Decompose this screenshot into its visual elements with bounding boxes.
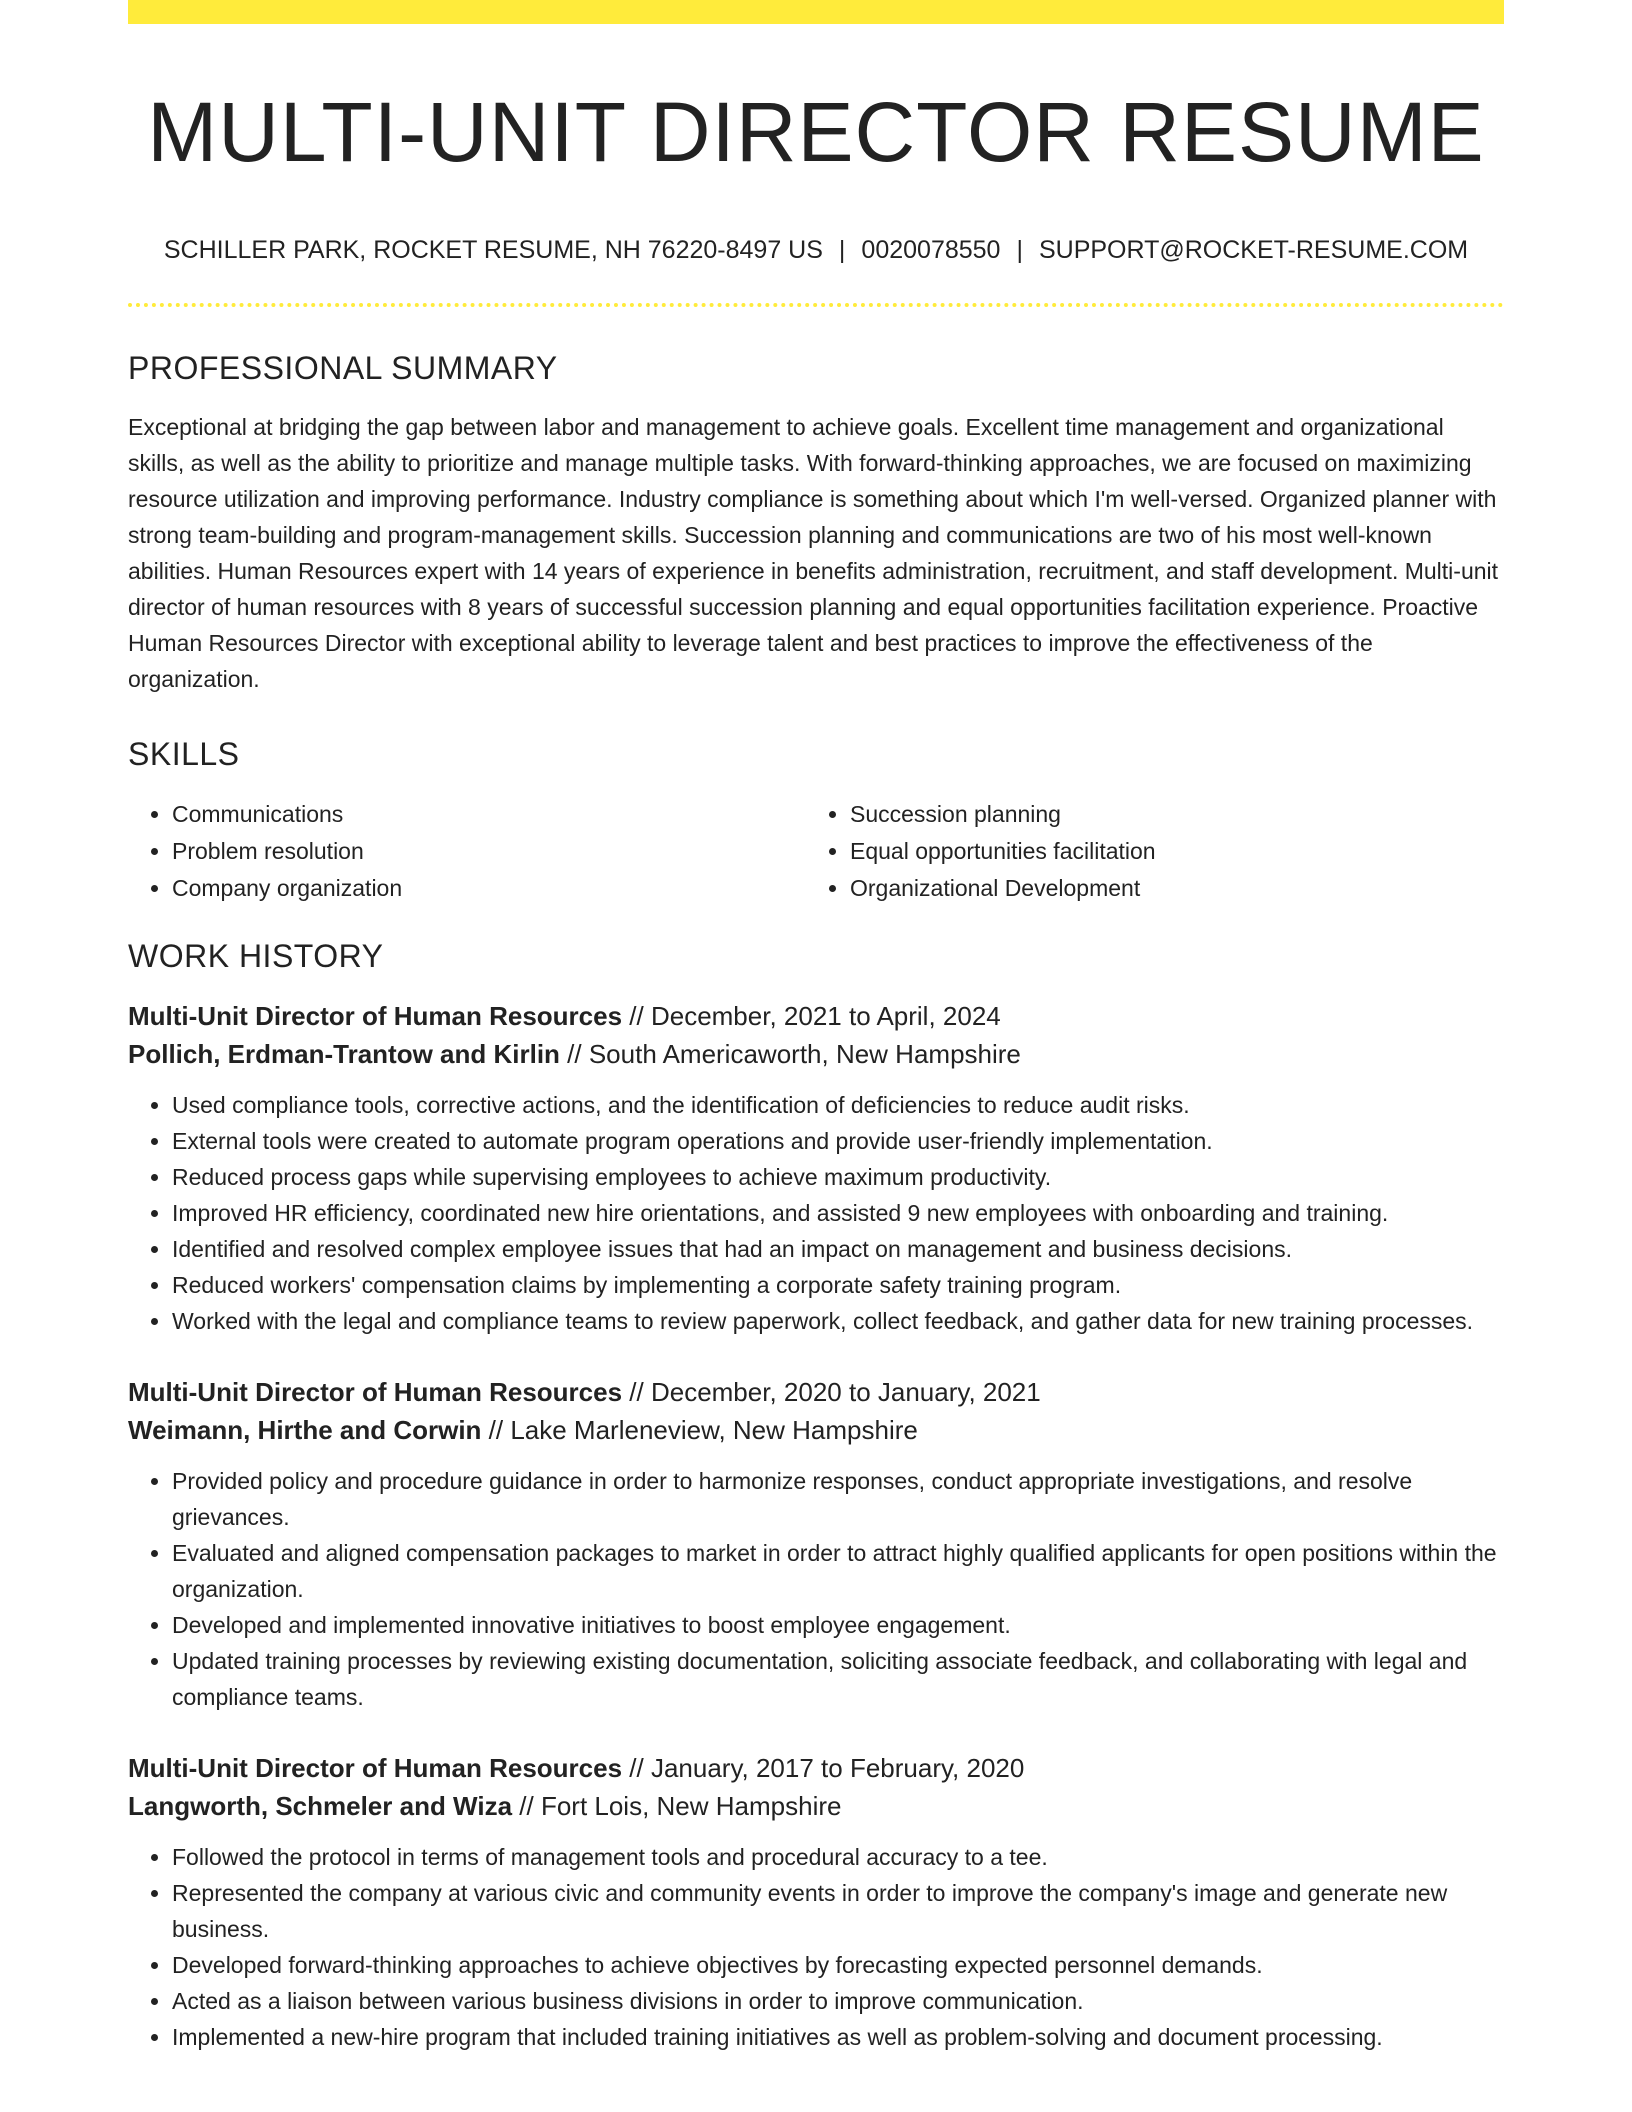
contact-address: SCHILLER PARK, ROCKET RESUME, NH 76220-8497 US: [163, 235, 823, 264]
dotted-divider: [128, 303, 1504, 307]
job-bullet: • Developed and implemented innovative initiatives to boost employee engagement.: [172, 1607, 1504, 1643]
job-location: // Lake Marleneview, New Hampshire: [481, 1414, 918, 1445]
job-bullet: • Reduced workers' compensation claims by implementing a corporate safety training program.: [172, 1267, 1504, 1303]
job-bullet: • Updated training processes by reviewing existing documentation, soliciting associate feedback, and collaborating with legal and compliance teams.: [172, 1643, 1504, 1715]
contact-phone: 0020078550: [861, 235, 1001, 264]
job-role: Multi-Unit Director of Human Resources: [128, 1752, 623, 1783]
job-bullet: • Implemented a new-hire program that included training initiatives as well as problem-solving and document processing.: [172, 2019, 1504, 2055]
skills-column-left: [128, 796, 806, 907]
job-location: // Fort Lois, New Hampshire: [512, 1790, 842, 1821]
job-dates: // December, 2020 to January, 2021: [622, 1376, 1041, 1407]
skill-item: • Succession planning: [850, 796, 1484, 833]
job-bullet: • Provided policy and procedure guidance in order to harmonize responses, conduct appropriate investigations, and resolve grievances.: [172, 1463, 1504, 1535]
contact-separator: |: [1016, 235, 1023, 264]
job-bullet: • External tools were created to automate program operations and provide user-friendly implementation.: [172, 1123, 1504, 1159]
job-company: Pollich, Erdman-Trantow and Kirlin: [128, 1038, 560, 1069]
skill-item: • Organizational Development: [850, 870, 1484, 907]
job-bullets: [128, 1839, 1504, 2055]
skills-list: [128, 796, 1504, 907]
skills-heading: SKILLS: [128, 736, 240, 773]
job-bullet: • Followed the protocol in terms of management tools and procedural accuracy to a tee.: [172, 1839, 1504, 1875]
job-dates: // January, 2017 to February, 2020: [622, 1752, 1025, 1783]
summary-heading: PROFESSIONAL SUMMARY: [128, 349, 558, 386]
job-company: Langworth, Schmeler and Wiza: [128, 1790, 513, 1821]
job-company-line: [128, 1035, 1504, 1073]
resume-page: [128, 0, 1504, 2055]
skill-item: • Communications: [172, 796, 806, 833]
job-bullet: • Evaluated and aligned compensation packages to market in order to attract highly qualified applicants for open positions within the organization.: [172, 1535, 1504, 1607]
skill-item: • Company organization: [172, 870, 806, 907]
job-location: // South Americaworth, New Hampshire: [559, 1038, 1021, 1069]
job-company-line: [128, 1411, 1504, 1449]
skills-column-right: [806, 796, 1484, 907]
job-bullets: [128, 1087, 1504, 1339]
summary-text: Exceptional at bridging the gap between labor and management to achieve goals. Excellent time management and organizational skills, as well as the ability to prioritize and manage multiple tasks. With forward-thinking approaches, we are focused on maximizing resource utilization and improving performance. Industry compliance is something about which I'm well-versed. Organized planner with strong team-building and program-management skills. Succession planning and communications are two of his most well-known abilities. Human Resources expert with 14 years of experience in benefits administration, recruitment, and staff development. Multi-unit director of human resources with 8 years of successful succession planning and equal opportunities facilitation experience. Proactive Human Resources Director with exceptional ability to leverage talent and best practices to improve the effectiveness of the organization.: [128, 414, 1499, 693]
skill-item: • Problem resolution: [172, 833, 806, 870]
job-bullet: • Developed forward-thinking approaches to achieve objectives by forecasting expected personnel demands.: [172, 1947, 1504, 1983]
contact-separator: |: [838, 235, 846, 264]
job-role-line: [128, 1373, 1504, 1411]
contact-line: [128, 235, 1504, 265]
job-entry: [128, 1749, 1504, 2055]
job-bullet: • Worked with the legal and compliance teams to review paperwork, collect feedback, and gather data for new training processes.: [172, 1303, 1504, 1339]
job-company-line: [128, 1787, 1504, 1825]
skill-item: • Equal opportunities facilitation: [850, 833, 1484, 870]
job-bullet: • Improved HR efficiency, coordinated new hire orientations, and assisted 9 new employees with onboarding and training.: [172, 1195, 1504, 1231]
job-entry: [128, 997, 1504, 1339]
resume-title: MULTI-UNIT DIRECTOR RESUME: [147, 85, 1485, 179]
job-role-line: [128, 997, 1504, 1035]
job-bullet: • Reduced process gaps while supervising employees to achieve maximum productivity.: [172, 1159, 1504, 1195]
job-role: Multi-Unit Director of Human Resources: [128, 1000, 623, 1031]
job-bullets: [128, 1463, 1504, 1715]
job-entry: [128, 1373, 1504, 1715]
job-bullet: • Represented the company at various civic and community events in order to improve the company's image and generate new business.: [172, 1875, 1504, 1947]
job-company: Weimann, Hirthe and Corwin: [128, 1414, 482, 1445]
job-bullet: • Used compliance tools, corrective actions, and the identification of deficiencies to reduce audit risks.: [172, 1087, 1504, 1123]
accent-top-bar: [128, 0, 1504, 24]
work-history-heading: WORK HISTORY: [128, 937, 384, 974]
job-dates: // December, 2021 to April, 2024: [622, 1000, 1001, 1031]
job-bullet: • Identified and resolved complex employee issues that had an impact on management and business decisions.: [172, 1231, 1504, 1267]
contact-email: SUPPORT@ROCKET-RESUME.COM: [1038, 235, 1469, 264]
job-role-line: [128, 1749, 1504, 1787]
job-role: Multi-Unit Director of Human Resources: [128, 1376, 623, 1407]
job-bullet: • Acted as a liaison between various business divisions in order to improve communication.: [172, 1983, 1504, 2019]
